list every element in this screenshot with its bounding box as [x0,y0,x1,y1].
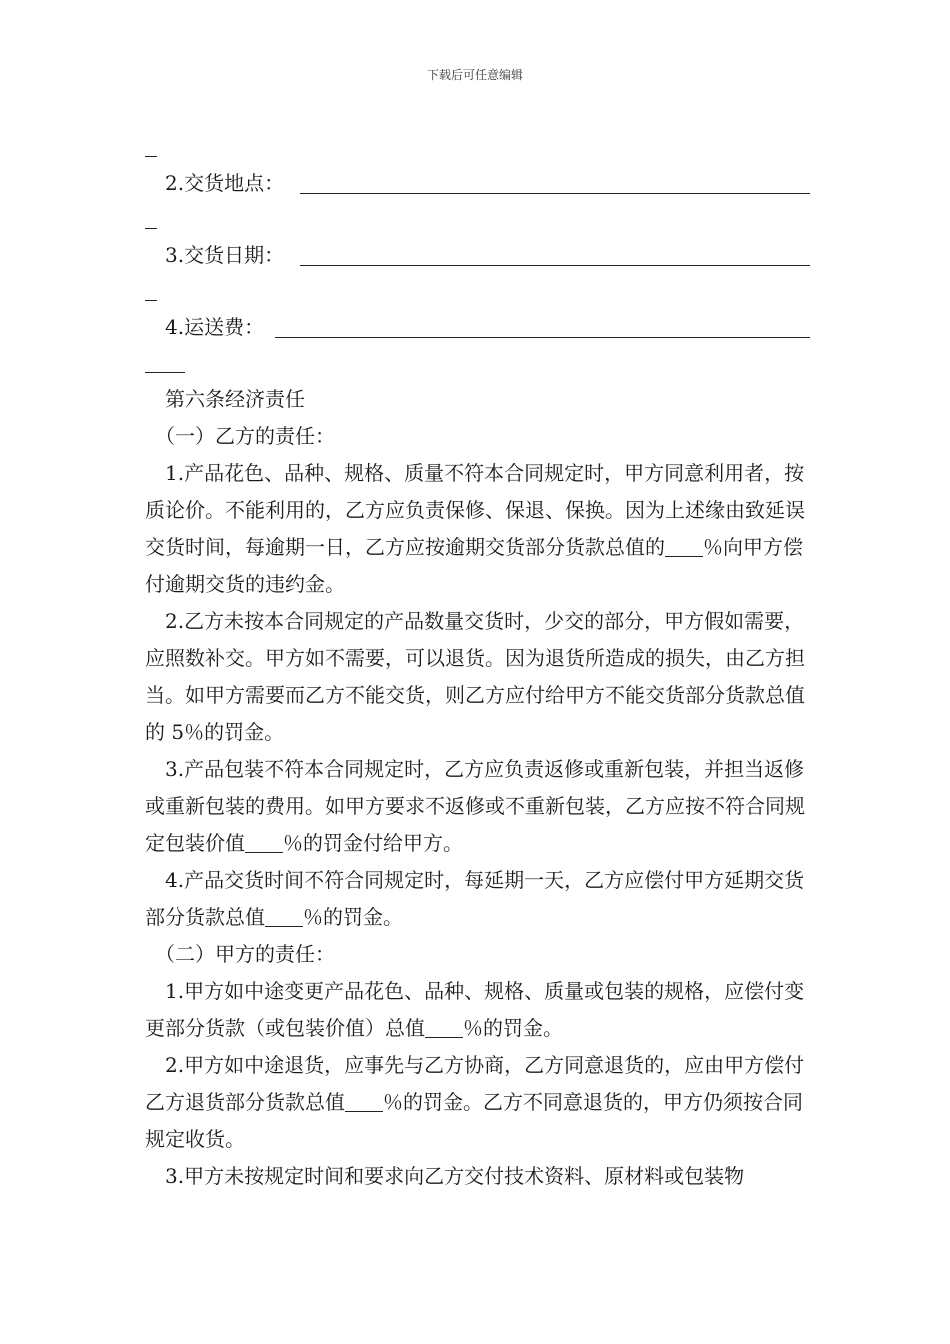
page-header: 下载后可任意编辑 [426,68,523,82]
delivery-location-field [145,165,810,202]
underline-continuation [145,346,810,381]
delivery-date-label: 3.交货日期： [165,243,285,267]
underline-continuation [145,274,810,309]
blank-field [265,906,303,927]
party-a-item-1: 1.甲方如中途变更产品花色、品种、规格、质量或包装的规格，应偿付变更部分货款（或包装价值）总值 ％的罚金。 [145,979,805,1040]
shipping-fee-label: 4.运送费： [165,315,265,339]
party-b-item-3: 3.产品包装不符本合同规定时，乙方应负责返修或重新包装，并担当返修或重新包装的费用。如甲方要求不返修或不重新包装，乙方应按不符合同规定包装价值 ％的罚金付给甲方。 [145,757,805,855]
party-a-item-3: 3.甲方未按规定时间和要求向乙方交付技术资料、原材料或包装物 [165,1164,745,1188]
shipping-fee-field [145,309,810,346]
party-b-item-2: 2.乙方未按本合同规定的产品数量交货时，少交的部分，甲方假如需要，应照数补交。甲方如不需要，可以退货。因为退货所造成的损失，由乙方担当。如甲方需要而乙方不能交货，则乙方应付给甲方不能交货部分货款总值的 5％的罚金。 [145,609,805,744]
party-a-item-2: 2.甲方如中途退货，应事先与乙方协商，乙方同意退货的，应由甲方偿付乙方退货部分货款总值 ％的罚金。乙方不同意退货的，甲方仍须按合同规定收货。 [145,1053,805,1151]
blank-field [425,1017,463,1038]
section-title: 第六条经济责任 [165,387,305,411]
underline-continuation [145,202,810,237]
document-body [145,130,810,1195]
shipping-fee-blank [275,337,810,338]
blank-field [665,536,703,557]
delivery-location-label: 2.交货地点： [165,171,285,195]
delivery-date-field [145,237,810,274]
blank-field [245,832,283,853]
party-b-item-4: 4.产品交货时间不符合同规定时，每延期一天，乙方应偿付甲方延期交货部分货款总值 ％的罚金。 [145,868,805,929]
party-a-heading: （二）甲方的责任： [155,942,335,966]
party-b-heading: （一）乙方的责任： [155,424,335,448]
underline-continuation [145,130,810,165]
delivery-location-blank [300,193,810,194]
delivery-date-blank [300,265,810,266]
blank-field [345,1091,383,1112]
party-b-item-1: 1.产品花色、品种、规格、质量不符本合同规定时，甲方同意利用者，按质论价。不能利用的，乙方应负责保修、保退、保换。因为上述缘由致延误交货时间，每逾期一日，乙方应按逾期交货部分货款总值的 ％向甲方偿付逾期交货的违约金。 [145,461,805,596]
